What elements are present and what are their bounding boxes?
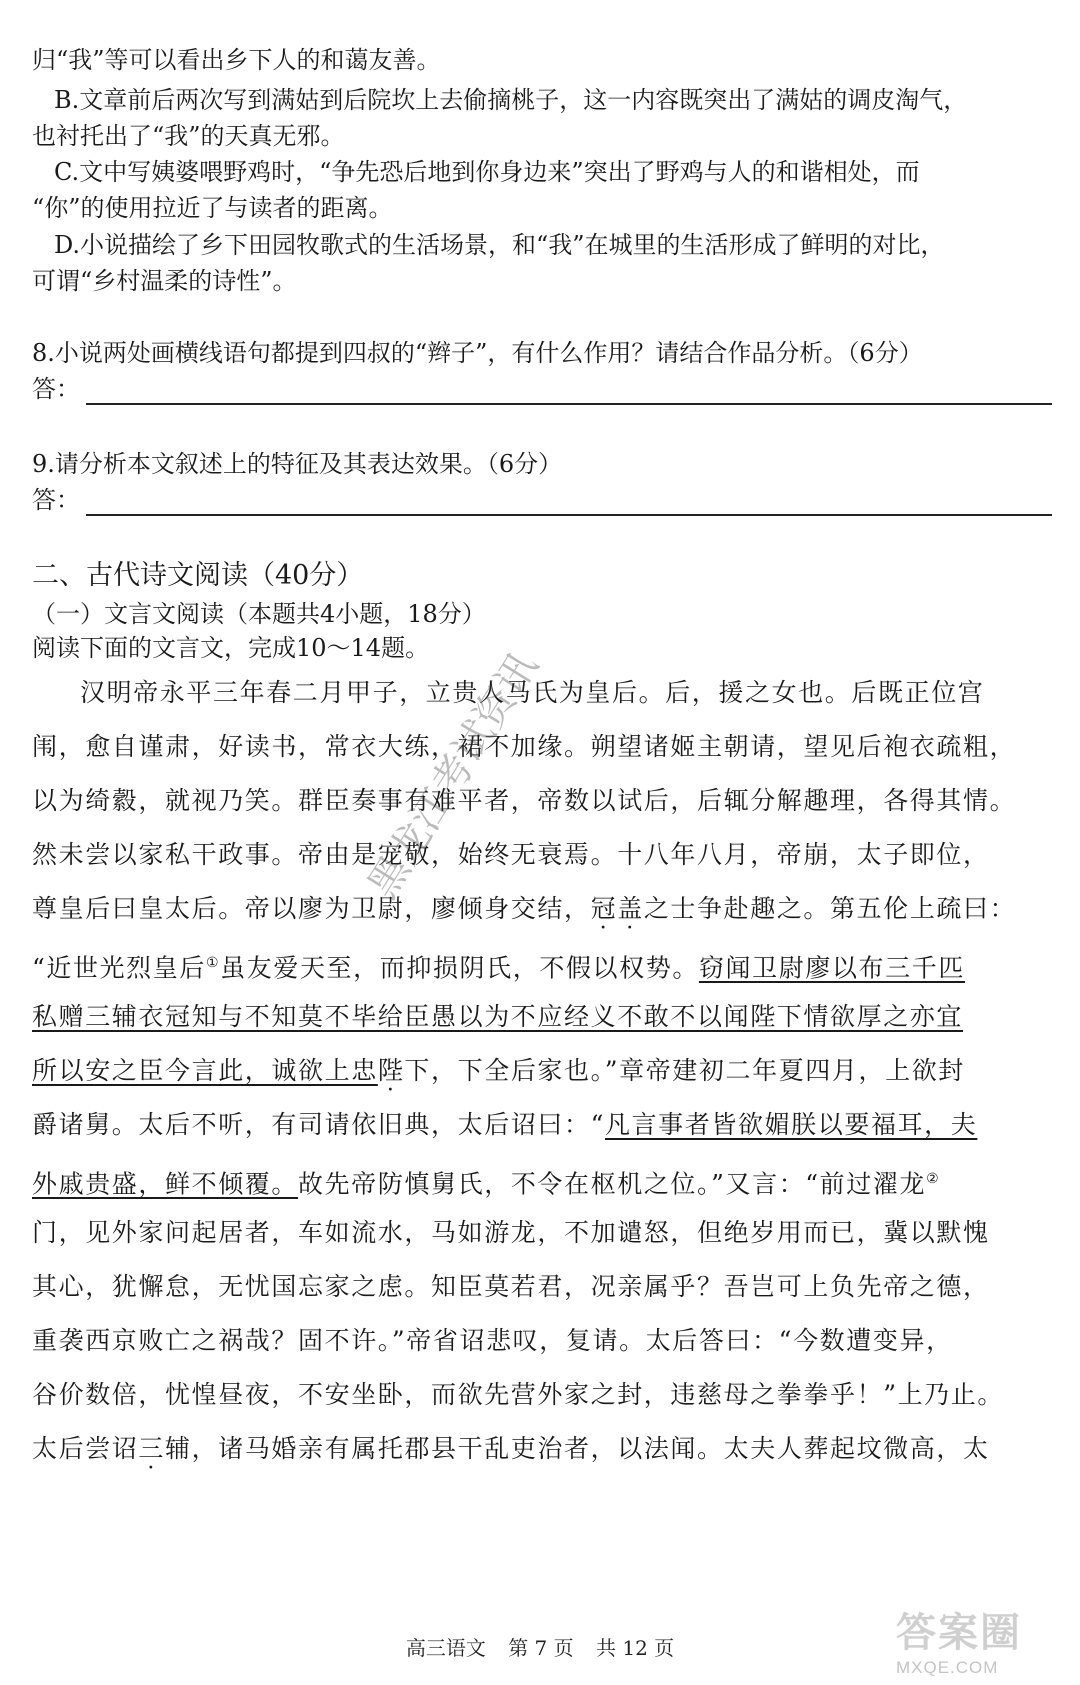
passage-line xyxy=(32,945,1054,986)
dotted-char: 陛 xyxy=(377,1056,405,1085)
passage-line xyxy=(32,891,1054,927)
option-b-line1: B.文章前后两次写到满姑到后院坎上去偷摘桃子，这一内容既突出了满姑的调皮淘气， xyxy=(54,86,968,114)
option-d-line1: D.小说描绘了乡下田园牧歌式的生活场景，和“我”在城里的生活形成了鲜明的对比， xyxy=(54,231,945,259)
passage-line: 谷价数倍，忧惶昼夜，不安坐卧，而欲先营外家之封，违慈母之拳拳乎！”上乃止。 xyxy=(32,1380,1004,1409)
passage-segment: 下，下全后家也。”章帝建初二年夏四月，上欲封 xyxy=(404,1056,965,1085)
passage-line xyxy=(32,999,1054,1035)
passage-segment: “近世光烈皇后 xyxy=(32,953,206,983)
option-c-line1: C.文中写姨婆喂野鸡时，“争先恐后地到你身边来”突出了野鸡与人的和谐相处，而 xyxy=(54,158,920,186)
site-logo xyxy=(896,1601,1066,1677)
option-d-line2: 可谓“乡村温柔的诗性”。 xyxy=(32,267,297,295)
passage-line xyxy=(32,1107,1054,1143)
logo-text: 答案圈 xyxy=(896,1609,1022,1656)
answer-8-row[interactable] xyxy=(32,373,1052,405)
dotted-char: 冠 xyxy=(590,894,618,923)
passage-segment: 辅，诸马婚亲有属托郡县干乱吏治者，以法闻。太夫人葬起坟微高，太 xyxy=(165,1434,990,1463)
passage-line: 以为绮縠，就视乃笑。群臣奏事有难平者，帝数以试后，后辄分解趣理，各得其情。 xyxy=(32,786,1017,815)
option-c-line2: “你”的使用拉近了与读者的距离。 xyxy=(32,194,393,222)
question-9: 9.请分析本文叙述上的特征及其表达效果。（6分） xyxy=(32,450,563,478)
section-instruction: 阅读下面的文言文，完成10～14题。 xyxy=(32,634,430,662)
underlined-segment: 窃闻卫尉廖以布三千匹 xyxy=(698,953,965,983)
section-title: 二、古代诗文阅读（40分） xyxy=(32,560,364,591)
option-b-line2: 也衬托出了“我”的天真无邪。 xyxy=(32,122,345,150)
question-8: 8.小说两处画横线语句都提到四叔的“辫子”，有什么作用？请结合作品分析。（6分） xyxy=(32,339,923,367)
passage-line: 门，见外家问起居者，车如流水，马如游龙，不加谴怒，但绝岁用而已，冀以默愧 xyxy=(32,1218,990,1247)
passage-line: 汉明帝永平三年春二月甲子，立贵人马氏为皇后。后，援之女也。后既正位宫 xyxy=(80,678,985,707)
underlined-segment: 外戚贵盛，鲜不倾覆。 xyxy=(32,1169,299,1199)
dotted-char: 三 xyxy=(138,1434,166,1463)
passage-segment: 尊皇后曰皇太后。帝以廖为卫尉，廖倾身交结， xyxy=(32,894,591,923)
logo-url: MXQE.COM xyxy=(896,1658,999,1677)
underlined-segment: 所以安之臣今言此，诚欲上忠 xyxy=(32,1056,378,1085)
underlined-segment: 私赠三辅衣冠知与不知莫不毕给臣愚以为不应经义不敢不以闻陛下情欲厚之亦宜 xyxy=(32,1002,964,1031)
footnote-marker: ② xyxy=(926,1171,941,1187)
passage-line: 其心，犹懈怠，无忧国忘家之虑。知臣莫若君，况亲属乎？吾岂可上负先帝之德， xyxy=(32,1272,990,1301)
passage-line xyxy=(32,1431,1054,1467)
section-subtitle: （一）文言文阅读（本题共4小题，18分） xyxy=(32,600,486,628)
dotted-char: 盖 xyxy=(617,894,644,923)
passage-line xyxy=(32,1161,1054,1202)
footer-page: 第 7 页 xyxy=(508,1636,574,1660)
footer-subject: 高三语文 xyxy=(405,1636,486,1660)
passage-line: 闱，愈自谨肃，好读书，常衣大练，裙不加缘。朔望诸姬主朝请，望见后袍衣疏粗， xyxy=(32,732,1017,761)
passage-segment: 虽友爱天至，而抑损阴氏，不假以权势。 xyxy=(220,953,699,983)
answer-label: 答： xyxy=(32,375,80,403)
passage-segment: 故先帝防慎舅氏，不令在枢机之位。”又言：“前过濯龙 xyxy=(298,1169,927,1199)
watermark-text: 黑龙江考试资讯 xyxy=(359,644,547,907)
text-line: 归“我”等可以看出乡下人的和蔼友善。 xyxy=(32,46,441,74)
answer-line[interactable] xyxy=(86,492,1052,516)
answer-9-row[interactable] xyxy=(32,484,1052,516)
answer-line[interactable] xyxy=(86,381,1052,405)
footnote-marker: ① xyxy=(205,955,221,971)
underlined-segment: 凡言事者皆欲媚朕以要福耳，夫 xyxy=(604,1110,978,1139)
passage-line xyxy=(32,1053,1054,1089)
passage-segment: 之士争赴趣之。第五伦上疏曰： xyxy=(643,894,1017,923)
passage-line: 然未尝以家私干政事。帝由是宠敬，始终无衰焉。十八年八月，帝崩，太子即位， xyxy=(32,840,990,869)
passage-segment: 太后尝诏 xyxy=(32,1434,139,1463)
passage-line: 重袭西京败亡之祸哉？固不许。”帝省诏悲叹，复请。太后答曰：“今数遭变异， xyxy=(32,1326,953,1355)
passage-segment: 爵诸舅。太后不听，有司请依旧典，太后诏曰：“ xyxy=(32,1110,605,1139)
answer-label: 答： xyxy=(32,486,80,514)
footer-total: 共 12 页 xyxy=(596,1636,675,1660)
